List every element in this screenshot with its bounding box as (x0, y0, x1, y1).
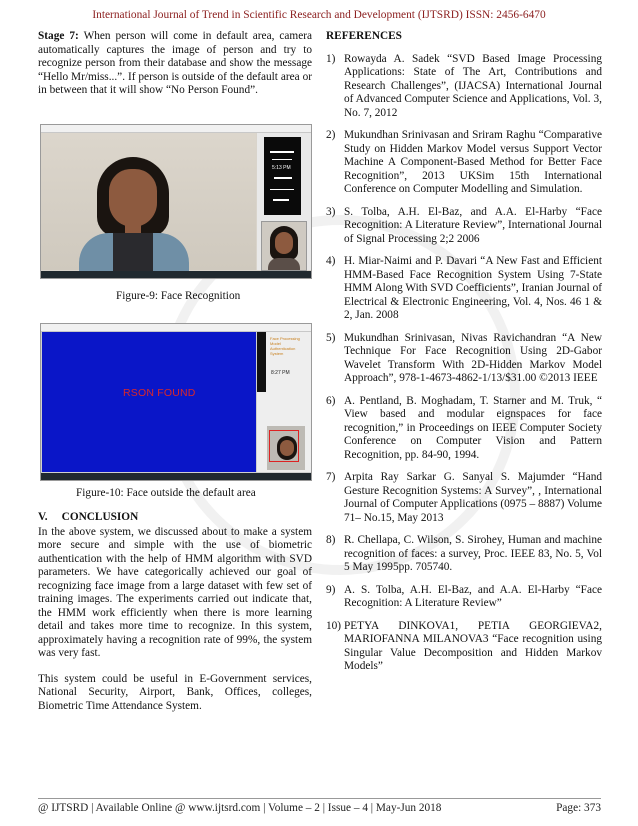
reference-text: S. Tolba, A.H. El-Baz, and A.A. El-Harby “Face Recognition: A Literature Review”, International Journal of Signal Processing 2;2 2006 (344, 205, 602, 245)
face-thumbnail (267, 426, 305, 470)
reference-text: Arpita Ray Sarkar G. Sanyal S. Majumder “Hand Gesture Recognition Systems: A Survey”, , International Journal of Computer Applications (0975 – 8887) Volume 71– No.15, May 2013 (344, 471, 602, 524)
reference-item (326, 332, 602, 386)
reference-number: 10) (326, 619, 342, 632)
reference-item (326, 206, 602, 247)
footer-info: @ IJTSRD | Available Online @ www.ijtsrd.com | Volume – 2 | Issue – 4 | May-Jun 2018 (38, 802, 442, 814)
panel-line-3: Authentication (270, 346, 296, 351)
conclusion-paragraph-2: This system could be useful in E-Government services, National Security, Airport, Bank, Offices, colleges, Biometric Time Attendance System. (38, 672, 312, 712)
panel-time: 8:27 PM (271, 370, 290, 376)
reference-number: 7) (326, 471, 336, 483)
window-titlebar (41, 324, 311, 332)
reference-text: Mukundhan Srinivasan, Nivas Ravichandran “A New Technique For Face Recognition Using 2D-Gabor Wavelet Transform With 2D-Hidden Markov Model Approach”, 978-1-4673-4862-1/13/$31.00 ©2013 IEEE (344, 331, 602, 384)
reference-item (326, 129, 602, 197)
camera-view (41, 133, 256, 270)
reference-number: 6) (326, 394, 336, 407)
detection-box (269, 430, 299, 462)
reference-text: A. Pentland, B. Moghadam, T. Starner and M. Truk, “ View based and modular eignspaces for face recognition,” in Proceedings on IEEE Computer Society Conference on Computer Vision and Pattern Recognition, pp. 84-90, 1994. (344, 394, 602, 461)
reference-item (326, 255, 602, 323)
conclusion-heading (38, 511, 312, 525)
figure-9-caption: Figure-9: Face Recognition (116, 290, 241, 302)
window-titlebar (41, 125, 311, 133)
reference-number: 8) (326, 534, 336, 546)
footer-divider (38, 798, 601, 799)
reference-item (326, 395, 602, 463)
reference-item (326, 584, 602, 611)
reference-item (326, 53, 602, 121)
panel-strip (257, 332, 266, 392)
overlay-time: 5:13 PM (272, 165, 291, 171)
conclusion-paragraph-1: In the above system, we discussed about to make a system more secure and simple with the use of biometric authentication with the help of HMM algorithm with SVD parameters. We have categorically achieved our goal of recognizing face image from a large dataset with few set of training images. The experiments carried out indicate that, the HMM work efficiently when there is more learning detail and takes more time to recognize. In this system, approximately having a recognition rate of 99%, the system was very fast. (38, 525, 312, 659)
reference-number: 2) (326, 129, 336, 141)
reference-number: 4) (326, 255, 336, 267)
recognized-face-thumbnail (261, 221, 307, 271)
reference-text: H. Miar-Naimi and P. Davari “A New Fast and Efficient HMM-Based Face Recognition System Using 7-State HMM Along With SVD Coefficients”, Iranian Journal of Electrical & Electronic Engineering, Vol. 4, Nos. 46 1 & 2, Jan. 2008 (344, 255, 602, 321)
reference-item (326, 620, 602, 674)
references-list (326, 53, 602, 674)
figure-10-caption: Figure-10: Face outside the default area (76, 487, 256, 499)
reference-text: Mukundhan Srinivasan and Sriram Raghu “Comparative Study on Hidden Markov Model versus Support Vector Machine A Component-Based Method for Better Face Recognition”, 2013 UKSim 15th International Conference on Computer Modelling and Simulation. (344, 129, 602, 195)
camera-view-blue (42, 332, 256, 472)
conclusion-section (38, 511, 312, 713)
overlay-box (264, 137, 301, 215)
conclusion-heading-num: V. (38, 511, 48, 523)
journal-header: International Journal of Trend in Scientific Research and Development (IJTSRD) ISSN: 2456-6470 (92, 9, 546, 21)
reference-text: A. S. Tolba, A.H. El-Baz, and A.A. El-Harby “Face Recognition: A Literature Review” (344, 583, 602, 609)
taskbar (41, 473, 311, 480)
stage7-label: Stage 7: (38, 30, 79, 42)
reference-number: 9) (326, 583, 336, 596)
page-number: Page: 373 (556, 802, 601, 814)
panel-line-4: System (270, 351, 284, 356)
reference-text: PETYA DINKOVA1, PETIA GEORGIEVA2, MARIOFANNA MILANOVA3 “Face recognition using Singular Value Decomposition and Hidden Markov Models” (344, 619, 602, 672)
panel-line-2: Model (270, 341, 281, 346)
figure-9-screenshot (40, 124, 312, 279)
reference-item (326, 534, 602, 575)
stage7-text: When person will come in default area, camera automatically captures the image of person and try to recognize person from their database and show the message “Hello Mr/miss...”. If person is outside of the default area or in between that it will show “No Person Found”. (38, 30, 313, 96)
reference-number: 5) (326, 331, 336, 344)
no-person-found-message: RSON FOUND (123, 387, 196, 399)
panel-line-1: Face Processing (270, 336, 300, 341)
left-column (38, 30, 312, 98)
reference-text: Rowayda A. Sadek “SVD Based Image Processing Applications: State of The Art, Contributions and Research Challenges”, (IJACSA) International Journal of Advanced Computer Science and Applications, Vol. 3, No. 7, 2012 (344, 52, 602, 119)
references-section (326, 30, 602, 683)
stage7-paragraph (38, 30, 312, 98)
reference-text: R. Chellapa, C. Wilson, S. Sirohey, Human and machine recognition of faces: a survey, Proc. IEEE 83, No. 5, Vol 5 May 1995pp. 705740. (344, 534, 602, 573)
reference-item (326, 471, 602, 525)
reference-number: 1) (326, 52, 336, 65)
figure-10-screenshot (40, 323, 312, 481)
conclusion-heading-text: CONCLUSION (61, 511, 139, 523)
references-heading: REFERENCES (326, 30, 402, 42)
reference-number: 3) (326, 205, 336, 218)
taskbar (41, 271, 311, 278)
